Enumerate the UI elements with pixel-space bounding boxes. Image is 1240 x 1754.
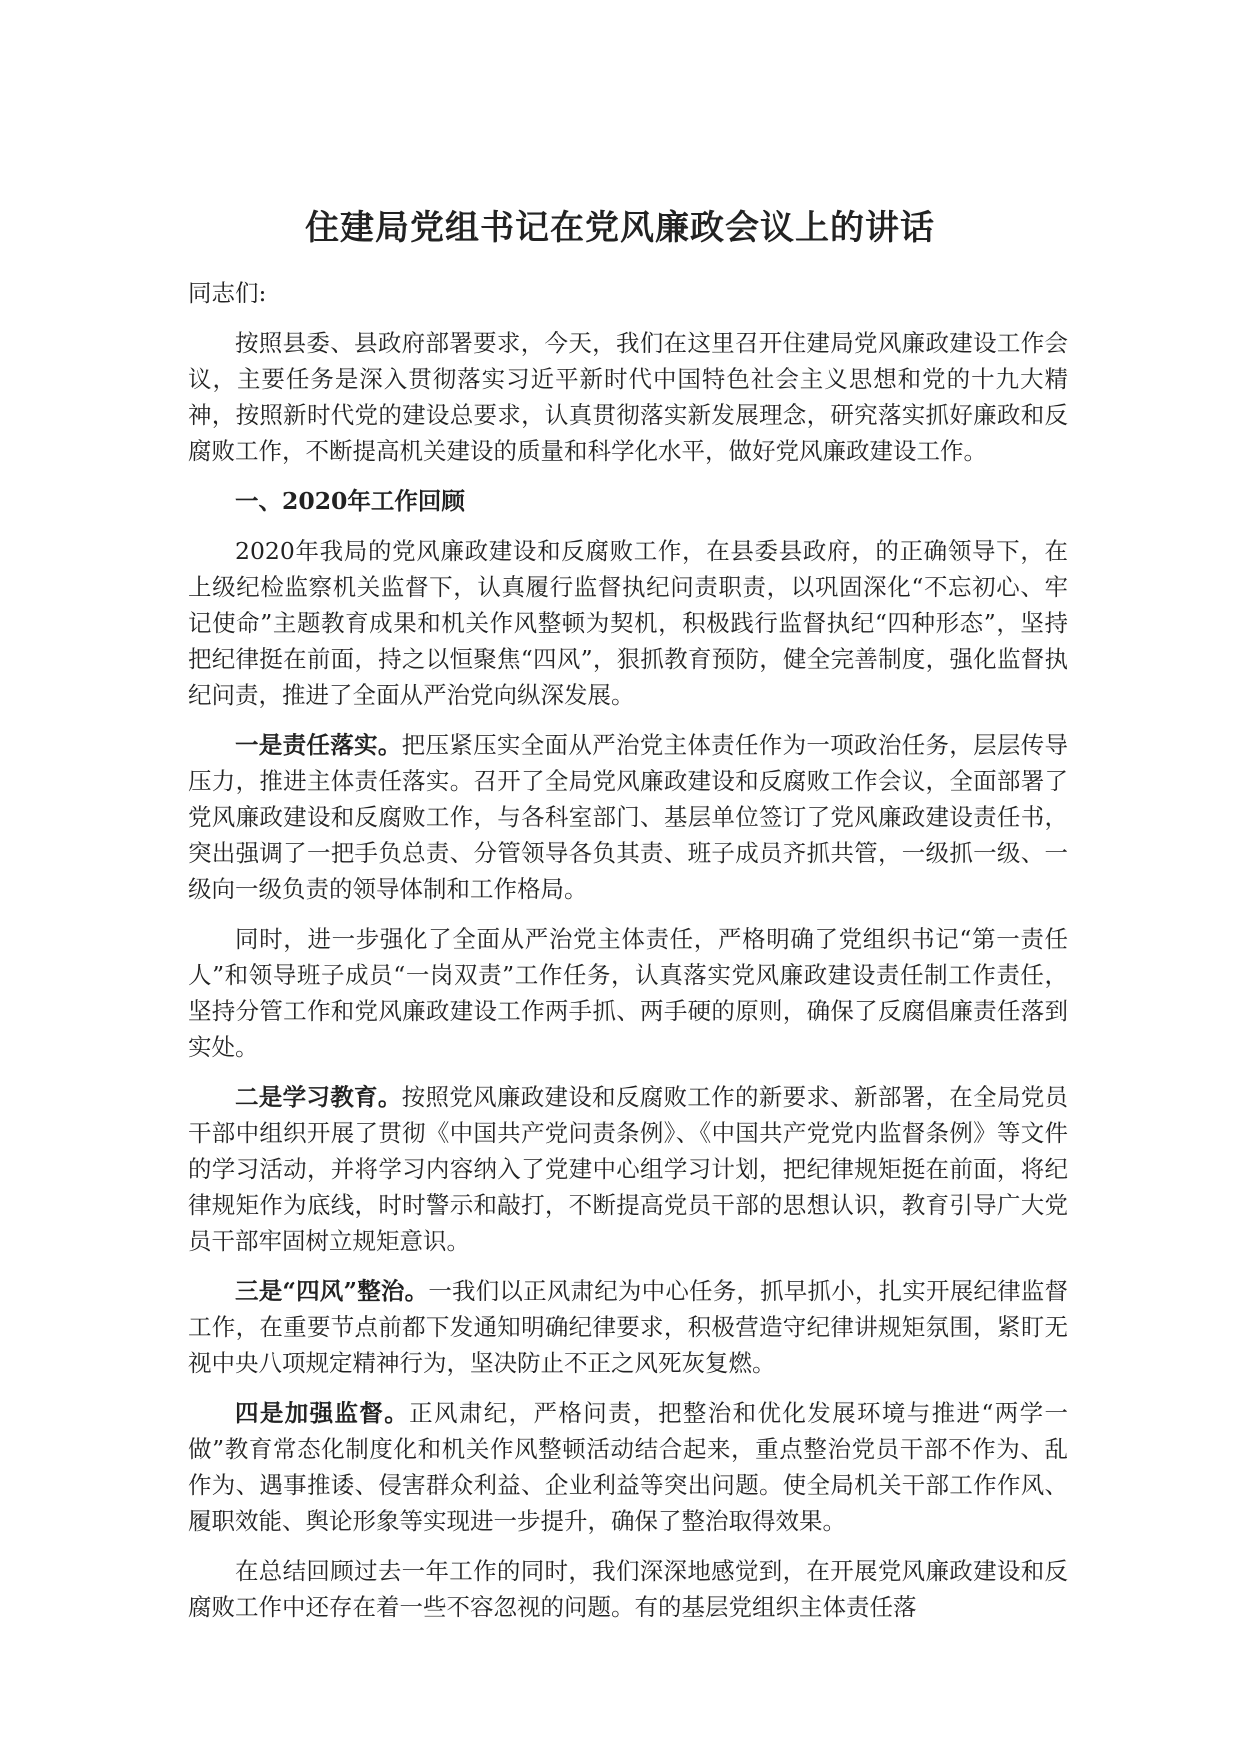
document-body: [188, 275, 1068, 1639]
item-education-text: 按照党风廉政建设和反腐败工作的新要求、新部署，在全局党员干部中组织开展了贯彻《中国共产党问责条例》、《中国共产党党内监督条例》等文件的学习活动，并将学习内容纳入了党建中心组学习计划，把纪律规矩挺在前面，将纪律规矩作为底线，时时警示和敲打，不断提高党员干部的思想认识，教育引导广大党员干部牢固树立规矩意识。: [188, 1083, 1069, 1255]
document-title: 住建局党组书记在党风廉政会议上的讲话: [305, 208, 935, 248]
item-supervision-paragraph: [188, 1395, 1068, 1539]
item-four-winds-lead: 三是“四风”整治。: [235, 1277, 429, 1305]
item-responsibility-extra-paragraph: 同时，进一步强化了全面从严治党主体责任，严格明确了党组织书记“第一责任人”和领导班子成员“一岗双责”工作任务，认真落实党风廉政建设责任制工作责任，坚持分管工作和党风廉政建设工作两手抓、两手硬的原则，确保了反腐倡廉责任落到实处。: [188, 925, 1068, 1061]
item-four-winds-paragraph: [188, 1273, 1068, 1381]
item-education-lead: 二是学习教育。: [235, 1083, 402, 1111]
salutation: 同志们:: [188, 279, 267, 307]
item-responsibility-text: 把压紧压实全面从严治党主体责任作为一项政治任务，层层传导压力，推进主体责任落实。召开了全局党风廉政建设和反腐败工作会议，全面部署了党风廉政建设和反腐败工作，与各科室部门、基层单位签订了党风廉政建设责任书，突出强调了一把手负总责、分管领导各负其责、班子成员齐抓共管，一级抓一级、一级向一级负责的领导体制和工作格局。: [188, 731, 1069, 903]
item-four-winds-text: 一我们以正风肃纪为中心任务，抓早抓小，扎实开展纪律监督工作，在重要节点前都下发通知明确纪律要求，积极营造守纪律讲规矩氛围，紧盯无视中央八项规定精神行为，坚决防止不正之风死灰复燃。: [188, 1277, 1068, 1377]
item-responsibility-lead: 一是责任落实。: [235, 731, 402, 759]
section-heading: 一、2020年工作回顾: [235, 487, 465, 515]
item-education-paragraph: [188, 1079, 1068, 1259]
section-summary-paragraph: 2020年我局的党风廉政建设和反腐败工作，在县委县政府，的正确领导下，在上级纪检监察机关监督下，认真履行监督执纪问责职责，以巩固深化“不忘初心、牢记使命”主题教育成果和机关作风整顿为契机，积极践行监督执纪“四种形态”，坚持把纪律挺在前面，持之以恒聚焦“四风”，狠抓教育预防，健全完善制度，强化监督执纪问责，推进了全面从严治党向纵深发展。: [188, 537, 1068, 709]
closing-paragraph: 在总结回顾过去一年工作的同时，我们深深地感觉到，在开展党风廉政建设和反腐败工作中还存在着一些不容忽视的问题。有的基层党组织主体责任落: [188, 1557, 1068, 1621]
intro-paragraph: 按照县委、县政府部署要求，今天，我们在这里召开住建局党风廉政建设工作会议，主要任务是深入贯彻落实习近平新时代中国特色社会主义思想和党的十九大精神，按照新时代党的建设总要求，认真贯彻落实新发展理念，研究落实抓好廉政和反腐败工作，不断提高机关建设的质量和科学化水平，做好党风廉政建设工作。: [188, 329, 1068, 465]
item-supervision-lead: 四是加强监督。: [235, 1399, 410, 1427]
item-responsibility-paragraph: [188, 727, 1068, 907]
item-supervision-text: 正风肃纪，严格问责，把整治和优化发展环境与推进“两学一做”教育常态化制度化和机关作风整顿活动结合起来，重点整治党员干部不作为、乱作为、遇事推诿、侵害群众利益、企业利益等突出问题。使全局机关干部工作作风、履职效能、舆论形象等实现进一步提升，确保了整治取得效果。: [188, 1399, 1069, 1535]
